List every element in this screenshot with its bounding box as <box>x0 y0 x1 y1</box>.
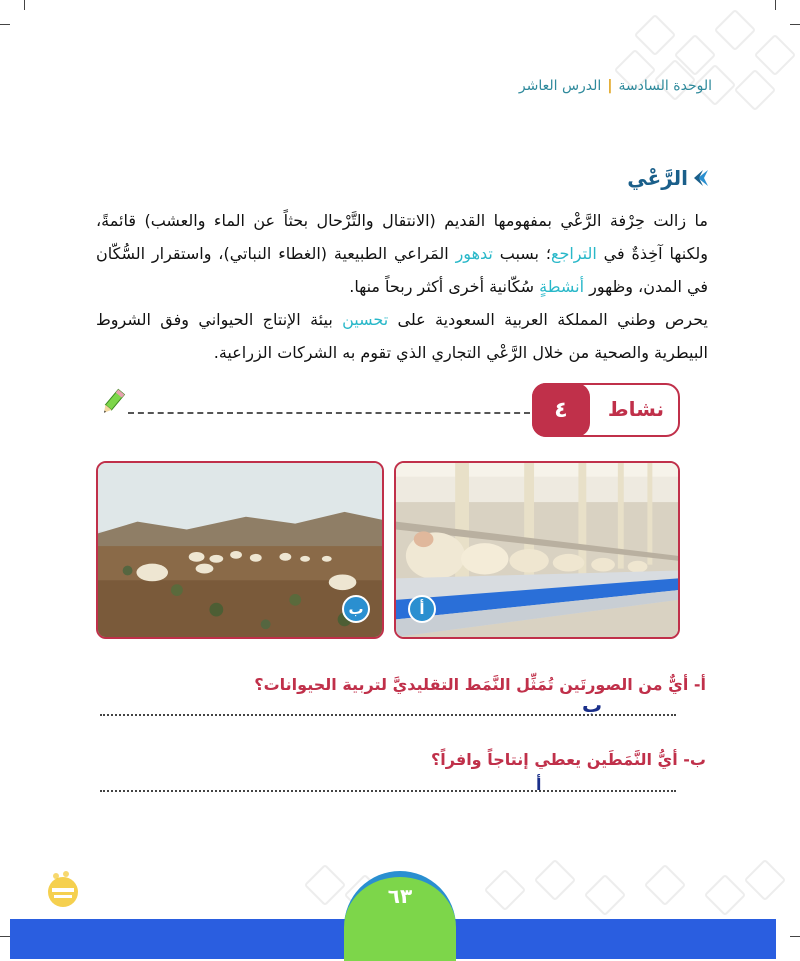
activity-number: ٤ <box>532 383 590 437</box>
highlight-term: تحسين <box>342 310 389 329</box>
page-number: ٦٣ <box>387 884 413 908</box>
answer-line-1[interactable] <box>100 714 676 716</box>
text-span: بيئة الإنتاج الحيواني وفق الشروط البيطرية والصحية من خلال الرَّعْي التجاري الذي تقوم به الشركات الزراعية. <box>96 310 708 362</box>
desert-illustration <box>98 463 382 637</box>
text-span: ؛ بسبب <box>492 244 551 263</box>
photo-label-b: ب <box>342 595 370 623</box>
highlight-term: التراجع <box>550 244 597 263</box>
lesson-label: الدرس العاشر <box>518 78 602 94</box>
text-span: ما زالت حِرْفة الرَّعْي بمفهومها القديم (الانتقال والتَّرْحال بحثاً عن الماء والعشب) قائمةً، ولكنها آخِذةٌ في <box>96 211 709 263</box>
crop-mark <box>0 936 10 937</box>
section-heading <box>627 166 710 190</box>
breadcrumb <box>519 78 712 94</box>
dashed-divider <box>128 412 530 414</box>
unit-label: الوحدة السادسة <box>618 78 712 94</box>
paragraph-commercial <box>96 303 708 369</box>
text-span: المَراعي الطبيعية (الغطاء النباتي)، واستقرار السُّكّان في المدن، وظهور <box>96 244 708 296</box>
photo-label-a: أ <box>408 595 436 623</box>
pencil-icon <box>98 387 128 417</box>
page-title: الرَّعْي <box>627 166 688 190</box>
text-span: يحرص وطني المملكة العربية السعودية على <box>388 310 709 329</box>
paragraph-grazing <box>96 204 708 303</box>
crop-mark <box>790 936 800 937</box>
activity-tab <box>532 383 680 437</box>
answer-1[interactable]: ب <box>582 693 603 717</box>
question-2: ب- أيُّ النَّمَطَين يعطي إنتاجاً وافراً؟ <box>431 750 706 769</box>
highlight-term: أنشطةٍ <box>539 277 585 296</box>
activity-label: نشاط <box>607 397 664 421</box>
photo-modern-farm <box>394 461 680 639</box>
crop-mark <box>24 0 25 10</box>
answer-line-2[interactable] <box>100 790 676 792</box>
activity-header <box>98 383 680 439</box>
crop-mark <box>0 24 10 25</box>
photo-desert-grazing <box>96 461 384 639</box>
highlight-term: تدهور <box>455 244 493 263</box>
breadcrumb-separator: | <box>607 78 613 94</box>
ministry-logo-icon <box>44 868 82 912</box>
question-1: أ- أيٌّ من الصورتَين تُمَثِّل النَّمَط التقليديَّ لتربية الحيوانات؟ <box>254 675 706 694</box>
answer-2[interactable]: أ <box>536 775 542 794</box>
text-span: سُكّانية أخرى أكثر ربحاً منها. <box>349 277 540 296</box>
chevron-icon <box>694 168 710 188</box>
farm-illustration <box>396 463 678 637</box>
